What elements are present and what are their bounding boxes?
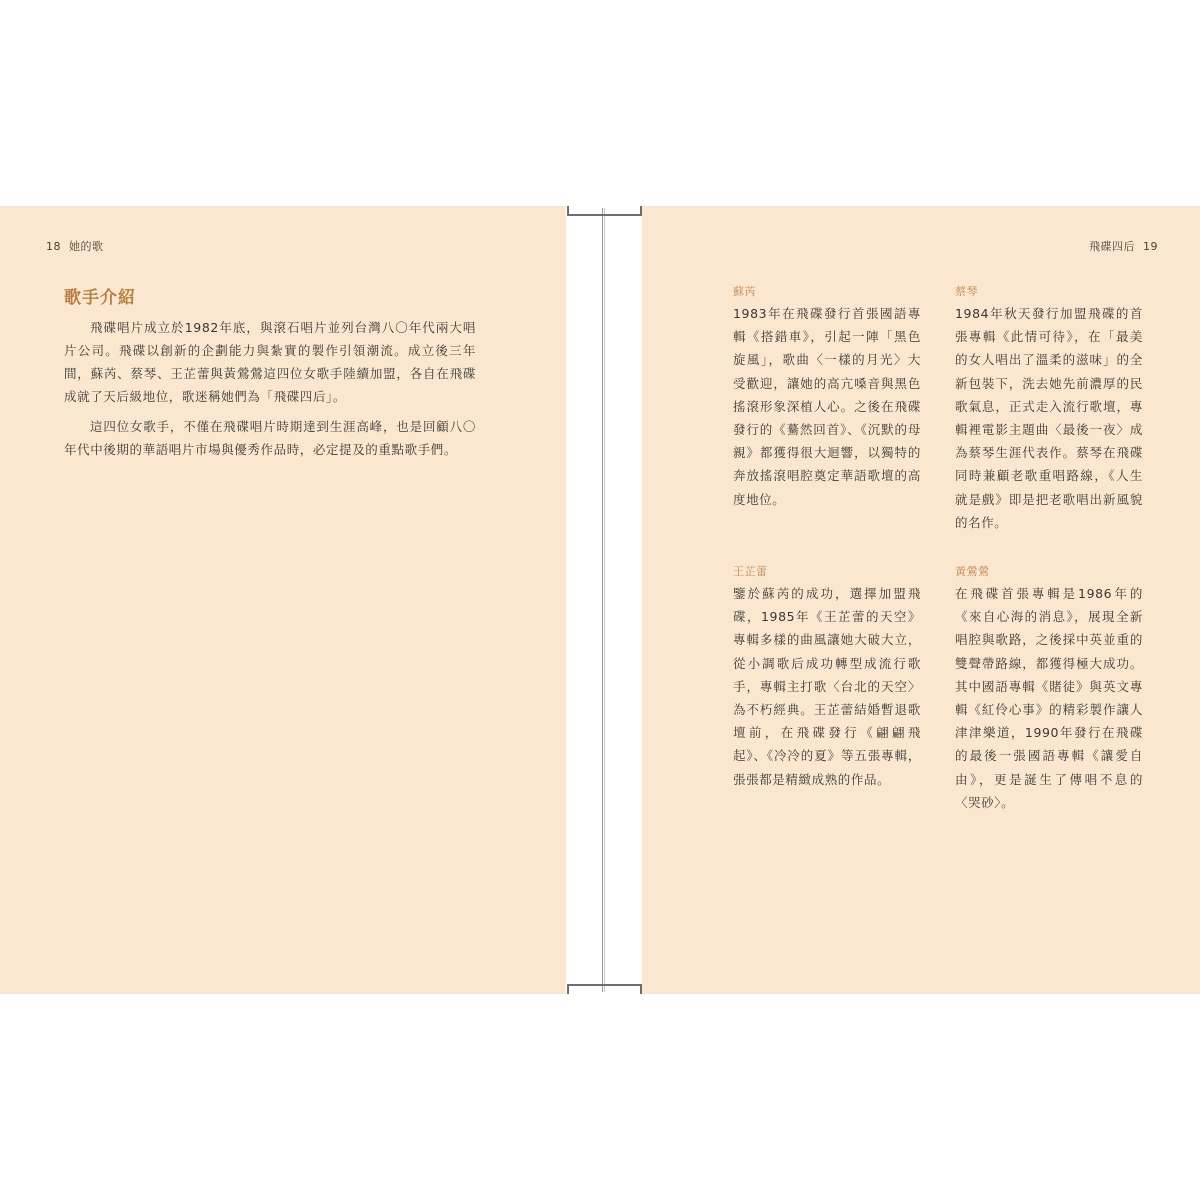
spine-bracket-bottom-right	[600, 984, 642, 994]
spine-bracket-top-right	[600, 206, 642, 216]
singer-profile-wang-jie-lei	[733, 563, 921, 791]
page-number: 18	[46, 240, 61, 253]
intro-paragraph: 飛碟唱片成立於1982年底，與滾石唱片並列台灣八〇年代兩大唱片公司。飛碟以創新的企劃能力與紮實的製作引領潮流。成立後三年間，蘇芮、蔡琴、王芷蕾與黃鶯鶯這四位女歌手陸續加盟，各自在飛碟成就了天后級地位，歌迷稱她們為「飛碟四后」。	[64, 320, 476, 404]
book-spine-gutter	[566, 206, 642, 994]
running-title: 她的歌	[69, 240, 104, 253]
left-running-head	[46, 238, 104, 254]
section-title: 歌手介紹	[64, 288, 136, 308]
running-title: 飛碟四后	[1089, 240, 1135, 253]
singer-name: 蘇芮	[733, 285, 756, 298]
right-running-head	[1089, 238, 1158, 254]
page-number: 19	[1143, 240, 1158, 253]
singer-profile-tsai-chin	[955, 283, 1143, 534]
singer-name: 王芷蕾	[733, 565, 768, 578]
singer-profile-huang-ying-ying	[955, 563, 1143, 814]
singer-profile-su-rui	[733, 283, 921, 511]
singer-bio: 1983年在飛碟發行首張國語專輯《搭錯車》，引起一陣「黑色旋風」，歌曲〈一樣的月光〉大受歡迎，讓她的高亢嗓音與黑色搖滾形象深植人心。之後在飛碟發行的《驀然回首》、《沉默的母親》都獲得很大迴響，以獨特的奔放搖滾唱腔奠定華語歌壇的高度地位。	[733, 306, 921, 507]
spine-line	[602, 208, 603, 992]
intro-paragraph: 這四位女歌手，不僅在飛碟唱片時期達到生涯高峰，也是回顧八〇年代中後期的華語唱片市場與優秀作品時，必定提及的重點歌手們。	[64, 419, 476, 457]
singer-bio: 在飛碟首張專輯是1986年的《來自心海的消息》，展現全新唱腔與歌路，之後採中英並重的雙聲帶路線，都獲得極大成功。其中國語專輯《賭徒》與英文專輯《紅伶心事》的精彩製作讓人津津樂道，1990年發行在飛碟的最後一張國語專輯《讓愛自由》，更是誕生了傳唱不息的〈哭砂〉。	[955, 586, 1143, 810]
singer-bio: 1984年秋天發行加盟飛碟的首張專輯《此情可待》，在「最美的女人唱出了溫柔的滋味」的全新包裝下，洗去她先前濃厚的民歌氣息，正式走入流行歌壇，專輯裡電影主題曲〈最後一夜〉成為蔡琴生涯代表作。蔡琴在飛碟同時兼顧老歌重唱路線，《人生就是戲》即是把老歌唱出新風貌的名作。	[955, 306, 1143, 530]
spine-line	[604, 208, 605, 992]
singer-bio: 鑒於蘇芮的成功，選擇加盟飛碟，1985年《王芷蕾的天空》專輯多樣的曲風讓她大破大立，從小調歌后成功轉型成流行歌手，專輯主打歌〈台北的天空〉為不朽經典。王芷蕾結婚暫退歌壇前，在飛碟發行《翩翩飛起》、《冷冷的夏》等五張專輯，張張都是精緻成熟的作品。	[733, 586, 921, 787]
singer-name: 蔡琴	[955, 285, 978, 298]
singer-name: 黃鶯鶯	[955, 565, 990, 578]
